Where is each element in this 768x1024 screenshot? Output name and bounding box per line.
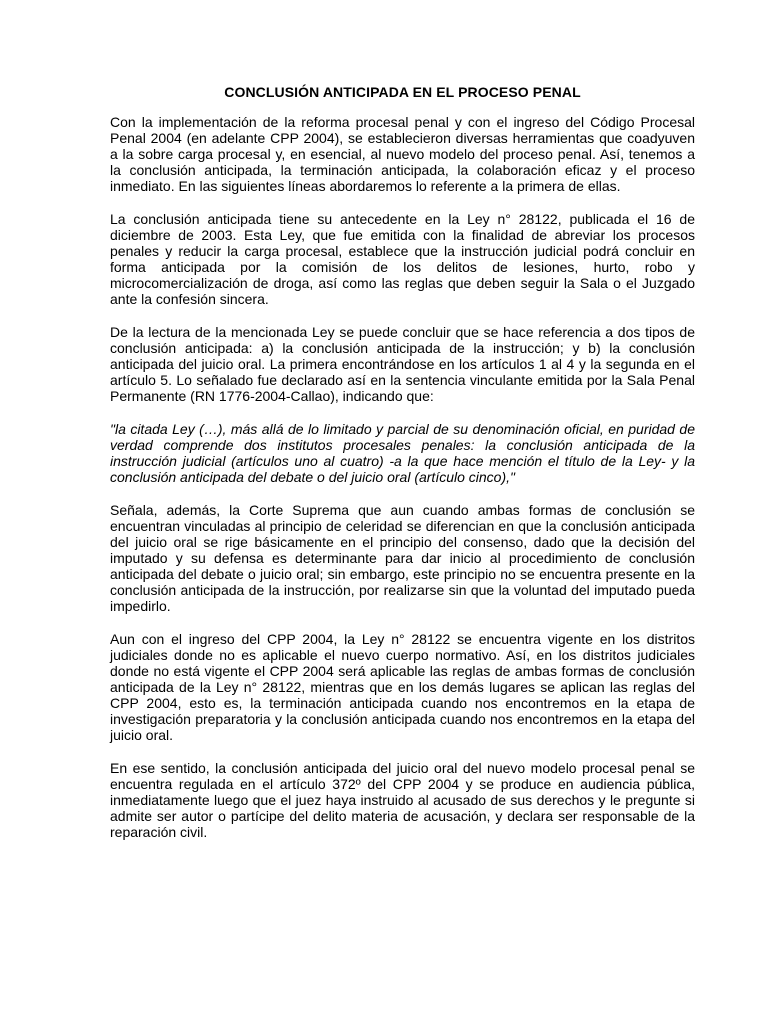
paragraph-types: De la lectura de la mencionada Ley se puede concluir que se hace referencia a dos tipos de conclusión anticipada: a) la conclusión anticipada de la instrucción; y b) la conclusión anticipada del juicio oral. La primera encontrándose en los artículos 1 al 4 y la segunda en el artículo 5. Lo señalado fue declarado así en la sentencia vinculante emitida por la Sala Penal Permanente (RN 1776-2004-Callao), indicando que: xyxy=(110,324,695,404)
paragraph-quote: "la citada Ley (…), más allá de lo limitado y parcial de su denominación oficial, en puridad de verdad comprende dos institutos procesales penales: la conclusión anticipada de la instrucción judicial (artículos uno al cuatro) -a la que hace mención el título de la Ley- y la conclusión anticipada del debate o del juicio oral (artículo cinco)," xyxy=(110,421,695,485)
document-title: CONCLUSIÓN ANTICIPADA EN EL PROCESO PENAL xyxy=(224,84,581,100)
paragraph-introduction: Con la implementación de la reforma procesal penal y con el ingreso del Código Procesal Penal 2004 (en adelante CPP 2004), se establecieron diversas herramientas que coadyuven a la sobre carga procesal y, en esencial, al nuevo modelo del proceso penal. Así, tenemos a la conclusión anticipada, la terminación anticipada, la colaboración eficaz y el proceso inmediato. En las siguientes líneas abordaremos lo referente a la primera de ellas. xyxy=(110,114,695,194)
document-page xyxy=(110,84,695,857)
paragraph-antecedent: La conclusión anticipada tiene su antecedente en la Ley n° 28122, publicada el 16 de diciembre de 2003. Esta Ley, que fue emitida con la finalidad de abreviar los procesos penales y reducir la carga procesal, establece que la instrucción judicial podrá concluir en forma anticipada por la comisión de los delitos de lesiones, hurto, robo y microcomercialización de droga, así como las reglas que deben seguir la Sala o el Juzgado ante la confesión sincera. xyxy=(110,211,695,307)
paragraph-supreme-court: Señala, además, la Corte Suprema que aun cuando ambas formas de conclusión se encuentran vinculadas al principio de celeridad se diferencian en que la conclusión anticipada del juicio oral se rige básicamente en el principio del consenso, dado que la decisión del imputado y su defensa es determinante para dar inicio al procedimiento de conclusión anticipada del debate o juicio oral; sin embargo, este principio no se encuentra presente en la conclusión anticipada de la instrucción, por realizarse sin que la voluntad del imputado pueda impedirlo. xyxy=(110,502,695,614)
paragraph-cpp-2004: Aun con el ingreso del CPP 2004, la Ley n° 28122 se encuentra vigente en los distritos judiciales donde no es aplicable el nuevo cuerpo normativo. Así, en los distritos judiciales donde no está vigente el CPP 2004 será aplicable las reglas de ambas formas de conclusión anticipada de la Ley n° 28122, mientras que en los demás lugares se aplican las reglas del CPP 2004, esto es, la terminación anticipada cuando nos encontremos en la etapa de investigación preparatoria y la conclusión anticipada cuando nos encontremos en la etapa del juicio oral. xyxy=(110,631,695,743)
paragraph-conclusion: En ese sentido, la conclusión anticipada del juicio oral del nuevo modelo procesal penal se encuentra regulada en el artículo 372º del CPP 2004 y se produce en audiencia pública, inmediatamente luego que el juez haya instruido al acusado de sus derechos y le pregunte si admite ser autor o partícipe del delito materia de acusación, y declara ser responsable de la reparación civil. xyxy=(110,760,695,840)
